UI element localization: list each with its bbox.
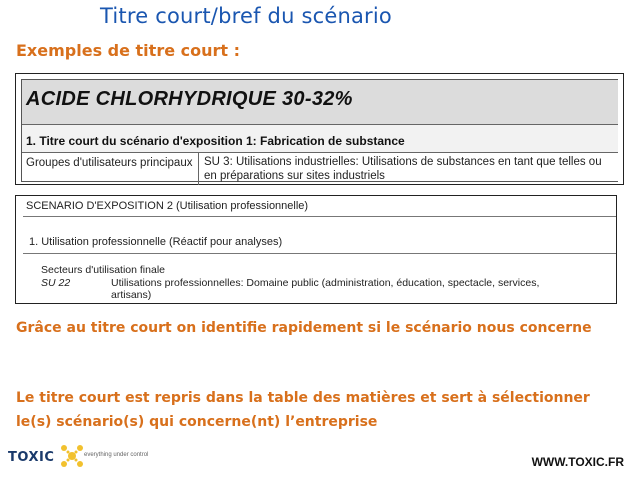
logo-tagline: everything under control: [84, 452, 149, 458]
scenario-title-row: [22, 125, 618, 153]
toxic-logo: [8, 446, 158, 474]
scenario-2-header: SCENARIO D'EXPOSITION 2 (Utilisation professionnelle): [26, 200, 309, 212]
substance-name: ACIDE CHLORHYDRIQUE 30-32%: [26, 88, 353, 110]
user-groups-value: SU 3: Utilisations industrielles: Utilisations de substances en tant que telles ou en préparations sur sites industriels: [204, 156, 602, 182]
note-paragraph-2: Le titre court est repris dans la table des matières et sert à sélectionner le(s) scénario(s) qui concerne(nt) l’entreprise: [16, 390, 590, 430]
su-description: Utilisations professionnelles: Domaine public (administration, éducation, spectacle, services, artisans): [111, 277, 540, 301]
user-groups-label: Groupes d'utilisateurs principaux: [26, 157, 193, 169]
logo-text: TOXIC: [8, 450, 55, 465]
slide-subtitle: Exemples de titre court :: [16, 41, 240, 60]
use-title: 1. Utilisation professionnelle (Réactif pour analyses): [29, 236, 283, 248]
scenario-title: 1. Titre court du scénario d'exposition 1: Fabrication de substance: [26, 134, 405, 148]
logo-mark-icon: [58, 442, 86, 470]
user-groups-row: [22, 153, 618, 185]
use-title-line: [23, 236, 616, 254]
su-code: SU 22: [41, 277, 71, 289]
sectors-label: Secteurs d'utilisation finale: [41, 264, 165, 276]
slide-title: Titre court/bref du scénario: [100, 4, 392, 28]
substance-header: [22, 80, 618, 125]
user-groups-label-cell: [22, 153, 199, 185]
website-url[interactable]: WWW.TOXIC.FR: [531, 455, 624, 469]
scenario-2-header-line: [23, 200, 616, 217]
example-2-excerpt: [15, 195, 617, 304]
note-paragraph-1: Grâce au titre court on identifie rapidement si le scénario nous concerne: [16, 320, 592, 336]
example-1-excerpt: [15, 73, 624, 185]
example-1-table: [21, 79, 618, 182]
